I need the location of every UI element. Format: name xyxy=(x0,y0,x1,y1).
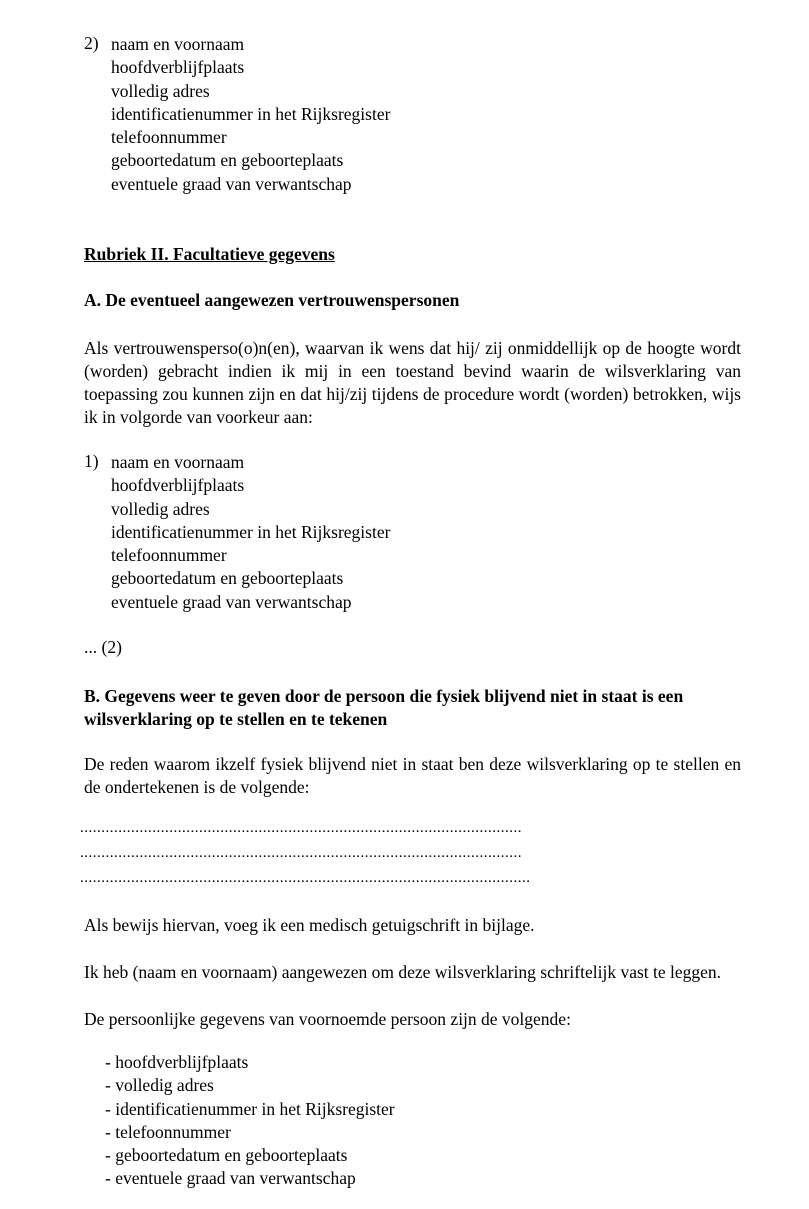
section-b-heading: B. Gegevens weer te geven door de persoon die fysiek blijvend niet in staat is een wilsverklaring op te stellen en te tekenen xyxy=(84,686,684,729)
list-item: - eventuele graad van verwantschap xyxy=(105,1168,356,1189)
person-two-details-list xyxy=(84,33,390,196)
list-item: hoofdverblijfplaats xyxy=(111,57,245,78)
rubriek-heading: Rubriek II. Facultatieve gegevens xyxy=(84,244,335,264)
list-item: telefoonnummer xyxy=(111,127,227,148)
list-item: - hoofdverblijfplaats xyxy=(105,1052,249,1072)
section-a-heading: A. De eventueel aangewezen vertrouwenspersonen xyxy=(84,290,460,310)
list-number: 1) xyxy=(84,451,99,471)
list-item: - identificatienummer in het Rijksregister xyxy=(105,1098,395,1119)
personal-data-intro: De persoonlijke gegevens van voornoemde persoon zijn de volgende: xyxy=(84,1009,571,1029)
personal-data-list xyxy=(105,1051,395,1191)
proof-paragraph: Als bewijs hiervan, voeg ik een medisch getuigschrift in bijlage. xyxy=(84,915,535,935)
designated-person-paragraph: Ik heb (naam en voornaam) aangewezen om deze wilsverklaring schriftelijk vast te leggen. xyxy=(84,962,722,982)
person-one-details-list xyxy=(84,451,390,614)
list-item: - geboortedatum en geboorteplaats xyxy=(105,1145,348,1166)
list-item: - telefoonnummer xyxy=(105,1121,231,1142)
ellipsis-note: ... (2) xyxy=(84,637,122,657)
list-item: hoofdverblijfplaats xyxy=(111,475,245,496)
list-item: telefoonnummer xyxy=(111,545,227,566)
list-item: - volledig adres xyxy=(105,1075,214,1096)
list-number: 2) xyxy=(84,33,99,53)
section-a-paragraph: Als vertrouwensperso(o)n(en), waarvan ik wens dat hij/ zij onmiddellijk op de hoogte wordt (worden) gebracht indien ik mij in een toestand bevind waarin de wilsverklaring van toepassing zou kunnen zijn en dat hij/zij tijdens de procedure wordt (worden) betrokken, wijs ik in volgorde van voorkeur aan: xyxy=(84,338,741,427)
list-item: eventuele graad van verwantschap xyxy=(111,591,352,612)
list-item: identificatienummer in het Rijksregister xyxy=(111,521,391,542)
list-item: geboortedatum en geboorteplaats xyxy=(111,568,344,589)
list-item: volledig adres xyxy=(111,80,210,101)
list-item: naam en voornaam xyxy=(111,452,245,472)
list-item: naam en voornaam xyxy=(111,34,245,54)
dotted-fill-line: .......................................................................................................... xyxy=(80,870,531,886)
list-item: identificatienummer in het Rijksregister xyxy=(111,103,391,124)
section-b-paragraph: De reden waarom ikzelf fysiek blijvend niet in staat ben deze wilsverklaring op te stellen en de ondertekenen is de volgende: xyxy=(84,754,741,797)
list-item: geboortedatum en geboorteplaats xyxy=(111,150,344,171)
list-item: volledig adres xyxy=(111,498,210,519)
list-item: eventuele graad van verwantschap xyxy=(111,173,352,194)
list-items xyxy=(111,451,390,614)
dotted-fill-line: ........................................................................................................ xyxy=(80,845,522,861)
list-items xyxy=(111,33,390,196)
dotted-fill-line: ........................................................................................................ xyxy=(80,820,522,836)
